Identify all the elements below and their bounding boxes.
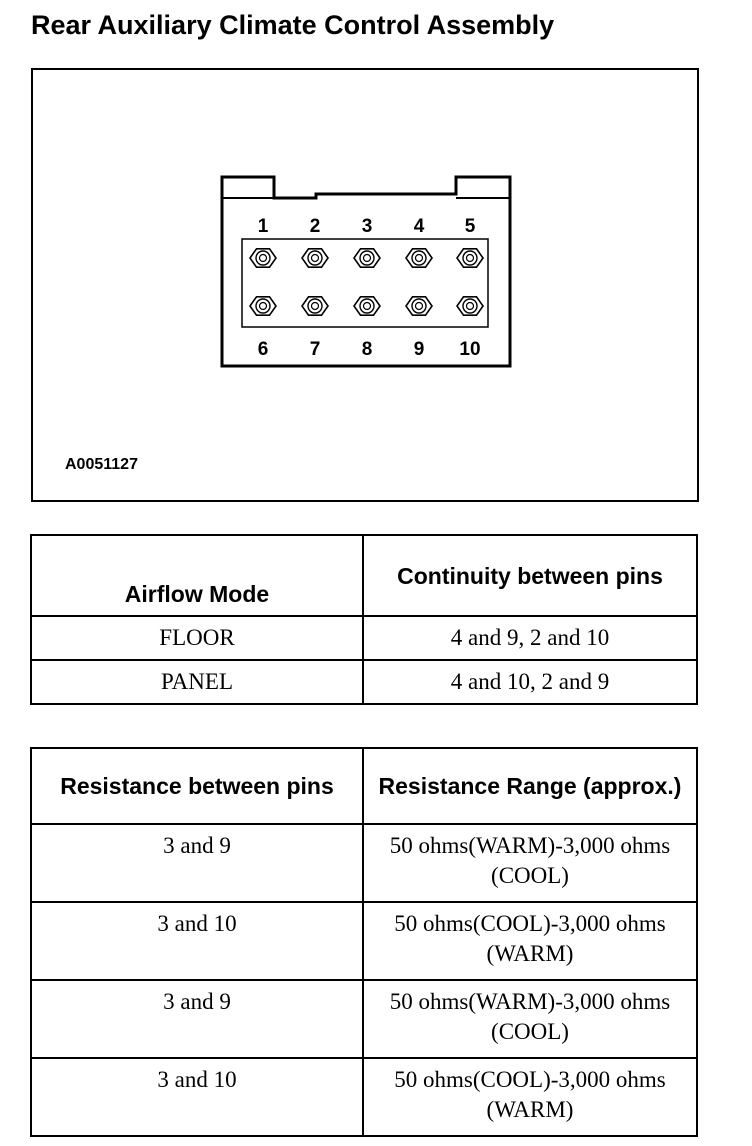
header-resistance-range: Resistance Range (approx.) — [363, 748, 697, 824]
pin-label: 3 — [361, 216, 373, 237]
connector-diagram — [33, 70, 697, 500]
pin-cavity — [250, 249, 276, 267]
pin-cavity — [406, 249, 432, 267]
table-row — [31, 616, 697, 660]
cell-continuity: 4 and 9, 2 and 10 — [363, 616, 697, 660]
pin-label: 9 — [413, 339, 425, 360]
header-continuity: Continuity between pins — [363, 535, 697, 616]
pin-cavity — [354, 249, 380, 267]
cell-range: 50 ohms(WARM)-3,000 ohms (COOL) — [363, 824, 697, 902]
pin-cavity — [457, 297, 483, 315]
cell-range: 50 ohms(COOL)-3,000 ohms (WARM) — [363, 1058, 697, 1136]
pin-label: 7 — [309, 339, 321, 360]
airflow-table — [30, 534, 698, 705]
table-row — [31, 660, 697, 704]
pin-label: 2 — [309, 216, 321, 237]
table-row — [31, 824, 697, 902]
cell-pins: 3 and 10 — [31, 1058, 363, 1136]
table-header-row — [31, 535, 697, 616]
table-row — [31, 902, 697, 980]
pin-label: 4 — [413, 216, 425, 237]
pin-cavity — [354, 297, 380, 315]
pin-label: 6 — [257, 339, 269, 360]
table-header-row — [31, 748, 697, 824]
cell-continuity: 4 and 10, 2 and 9 — [363, 660, 697, 704]
page-title: Rear Auxiliary Climate Control Assembly — [31, 10, 555, 40]
pin-label: 1 — [257, 216, 269, 237]
pin-cavity — [406, 297, 432, 315]
cell-pins: 3 and 10 — [31, 902, 363, 980]
pin-label: 10 — [459, 339, 481, 360]
pin-cavity — [302, 249, 328, 267]
cell-range: 50 ohms(COOL)-3,000 ohms (WARM) — [363, 902, 697, 980]
resistance-table — [30, 747, 698, 1137]
cell-mode: PANEL — [31, 660, 363, 704]
pin-label: 8 — [361, 339, 373, 360]
cell-pins: 3 and 9 — [31, 824, 363, 902]
figure-id: A0051127 — [65, 456, 138, 473]
header-resistance-pins: Resistance between pins — [31, 748, 363, 824]
table-row — [31, 980, 697, 1058]
cell-mode: FLOOR — [31, 616, 363, 660]
connector-figure — [31, 68, 699, 502]
pin-cavity — [250, 297, 276, 315]
table-row — [31, 1058, 697, 1136]
cell-pins: 3 and 9 — [31, 980, 363, 1058]
header-airflow-mode: Airflow Mode — [31, 535, 363, 616]
pin-label: 5 — [464, 216, 476, 237]
cell-range: 50 ohms(WARM)-3,000 ohms (COOL) — [363, 980, 697, 1058]
pin-cavity — [302, 297, 328, 315]
pin-cavity — [457, 249, 483, 267]
